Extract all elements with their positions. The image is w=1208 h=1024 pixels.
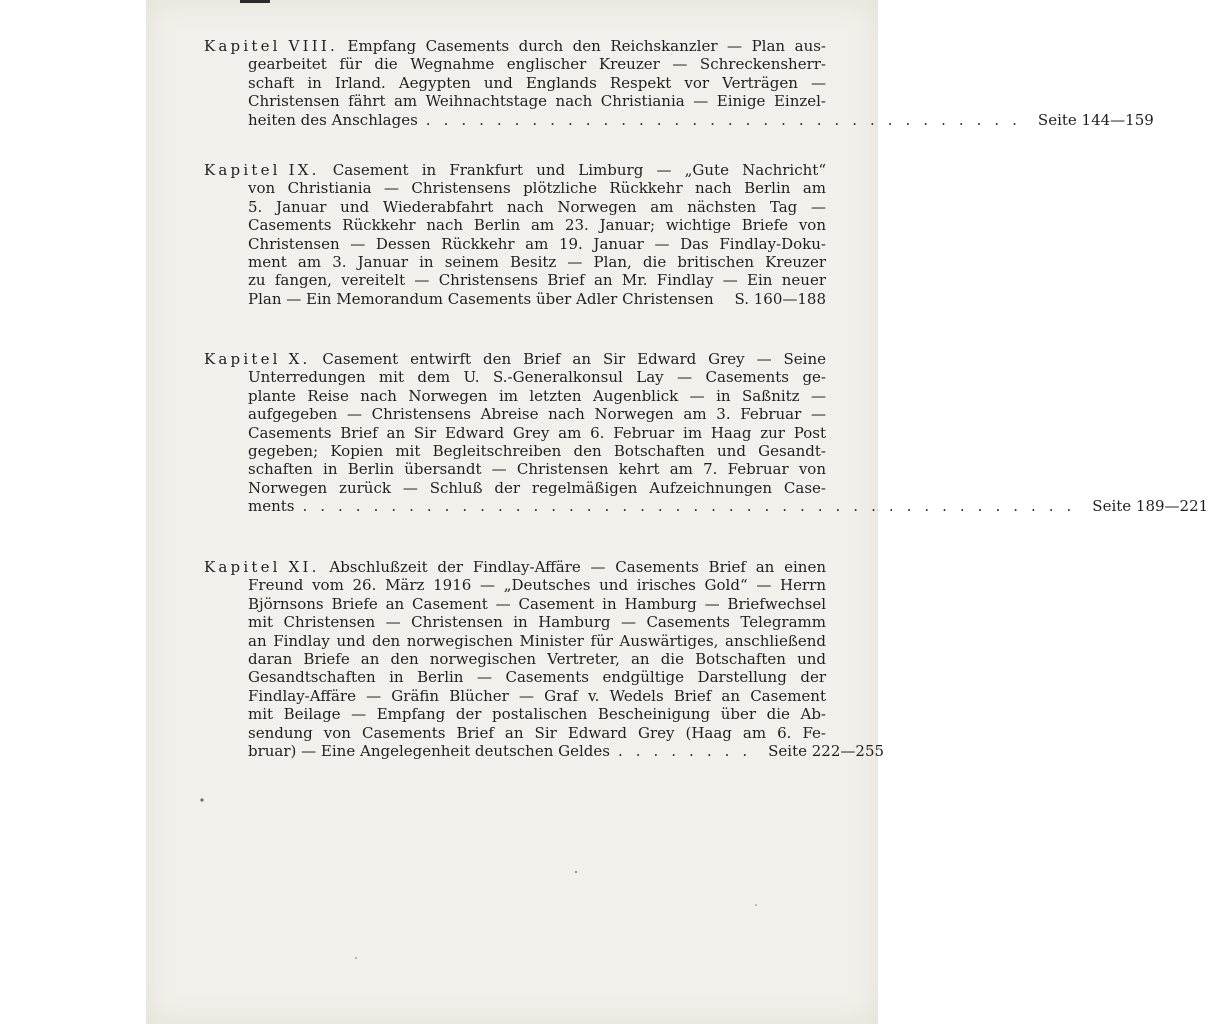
chapter-last-line [204, 290, 826, 308]
chapter-entry-10 [204, 350, 1208, 516]
chapter-end-text: Plan — Ein Memorandum Casements über Adler Christensen [248, 289, 714, 308]
chapter-label: Kapitel IX. [204, 161, 320, 179]
page-top-mark [240, 0, 270, 3]
chapter-text-line: Freund vom 26. März 1916 — „Deutsches und irisches Gold“ — Herrn [248, 576, 826, 595]
chapter-text-line: Björnsons Briefe an Casement — Casement in Hamburg — Briefwechsel [248, 594, 826, 613]
chapter-first-line [204, 37, 826, 55]
chapter-entry-9 [204, 161, 826, 308]
chapter-label: Kapitel VIII. [204, 37, 338, 55]
chapter-last-line [204, 110, 1154, 129]
page-reference: Seite 189—221 [1092, 497, 1208, 516]
chapter-text-line: gearbeitet für die Wegnahme englischer Kreuzer — Schreckensherr- [248, 55, 826, 74]
chapter-text-line: sendung von Casements Brief an Sir Edward Grey (Haag am 6. Fe- [248, 723, 826, 742]
chapter-text-line: Abschlußzeit der Findlay-Affäre — Casements Brief an einen [329, 558, 826, 576]
chapter-first-line [204, 161, 826, 179]
chapter-end-text: bruar) — Eine Angelegenheit deutschen Geldes [248, 741, 610, 760]
chapter-text-line: Norwegen zurück — Schluß der regelmäßigen Aufzeichnungen Case- [248, 478, 826, 497]
chapter-text-line: von Christiania — Christensens plötzliche Rückkehr nach Berlin am [248, 179, 826, 198]
chapter-text-line: zu fangen, vereitelt — Christensens Brief an Mr. Findlay — Ein neuer [248, 271, 826, 290]
chapter-text-line: Empfang Casements durch den Reichskanzler — Plan aus- [347, 37, 826, 55]
chapter-text-line: schaft in Irland. Aegypten und Englands Respekt vor Verträgen — [248, 73, 826, 92]
chapter-first-line [204, 558, 826, 576]
page-reference: Seite 144—159 [1037, 110, 1154, 129]
chapter-text-line: schaften in Berlin übersandt — Christensen kehrt am 7. Februar von [248, 460, 826, 479]
page-reference: S. 160—188 [734, 289, 826, 308]
page-reference: Seite 222—255 [768, 741, 885, 760]
chapter-last-line [204, 741, 885, 760]
chapter-label: Kapitel XI. [204, 558, 320, 576]
book-page [146, 0, 1208, 1024]
chapter-text-line: Casements Brief an Sir Edward Grey am 6. Februar im Haag zur Post [248, 423, 826, 442]
chapter-text-line: Gesandtschaften in Berlin — Casements endgültige Darstellung der [248, 668, 826, 687]
chapter-text-line: Christensen — Dessen Rückkehr am 19. Januar — Das Findlay-Doku- [248, 234, 826, 253]
chapter-text-line: gegeben; Kopien mit Begleitschreiben den Botschaften und Gesandt- [248, 441, 826, 460]
chapter-end-text: heiten des Anschlages [248, 110, 418, 129]
chapter-entry-11 [204, 558, 885, 760]
dot-leader: ........ [617, 741, 761, 760]
chapter-text-line: ment am 3. Januar in seinem Besitz — Plan, die britischen Kreuzer [248, 252, 826, 271]
chapter-text-line: Findlay-Affäre — Gräfin Blücher — Graf v. Wedels Brief an Casement [248, 686, 826, 705]
chapter-text-line: mit Christensen — Christensen in Hamburg — Casements Telegramm [248, 613, 826, 632]
chapter-text-line: plante Reise nach Norwegen im letzten Augenblick — in Saßnitz — [248, 386, 826, 405]
chapter-end-text: ments [248, 497, 295, 516]
chapter-text-line: mit Beilage — Empfang der postalischen Bescheinigung über die Ab- [248, 705, 826, 724]
chapter-text-line: Casement in Frankfurt und Limburg — „Gute Nachricht“ [332, 161, 826, 179]
chapter-text-line: Christensen fährt am Weihnachtstage nach Christiania — Einige Einzel- [248, 92, 826, 111]
chapter-last-line [204, 497, 1208, 516]
chapter-text-line: Casement entwirft den Brief an Sir Edward Grey — Seine [322, 350, 826, 368]
chapter-text-line: aufgegeben — Christensens Abreise nach Norwegen am 3. Februar — [248, 405, 826, 424]
chapter-text-line: 5. Januar und Wiederabfahrt nach Norwegen am nächsten Tag — [248, 197, 826, 216]
dot-leader: .................................. [425, 110, 1030, 129]
chapter-text-line: Unterredungen mit dem U. S.-Generalkonsul Lay — Casements ge- [248, 368, 826, 387]
chapter-first-line [204, 350, 826, 368]
chapter-entry-8 [204, 37, 1154, 129]
chapter-text-line: daran Briefe an den norwegischen Vertreter, an die Botschaften und [248, 649, 826, 668]
dot-leader: ............................................ [302, 497, 1085, 516]
chapter-label: Kapitel X. [204, 350, 311, 368]
chapter-text-line: an Findlay und den norwegischen Minister für Auswärtiges, anschließend [248, 631, 826, 650]
chapter-text-line: Casements Rückkehr nach Berlin am 23. Januar; wichtige Briefe von [248, 216, 826, 235]
